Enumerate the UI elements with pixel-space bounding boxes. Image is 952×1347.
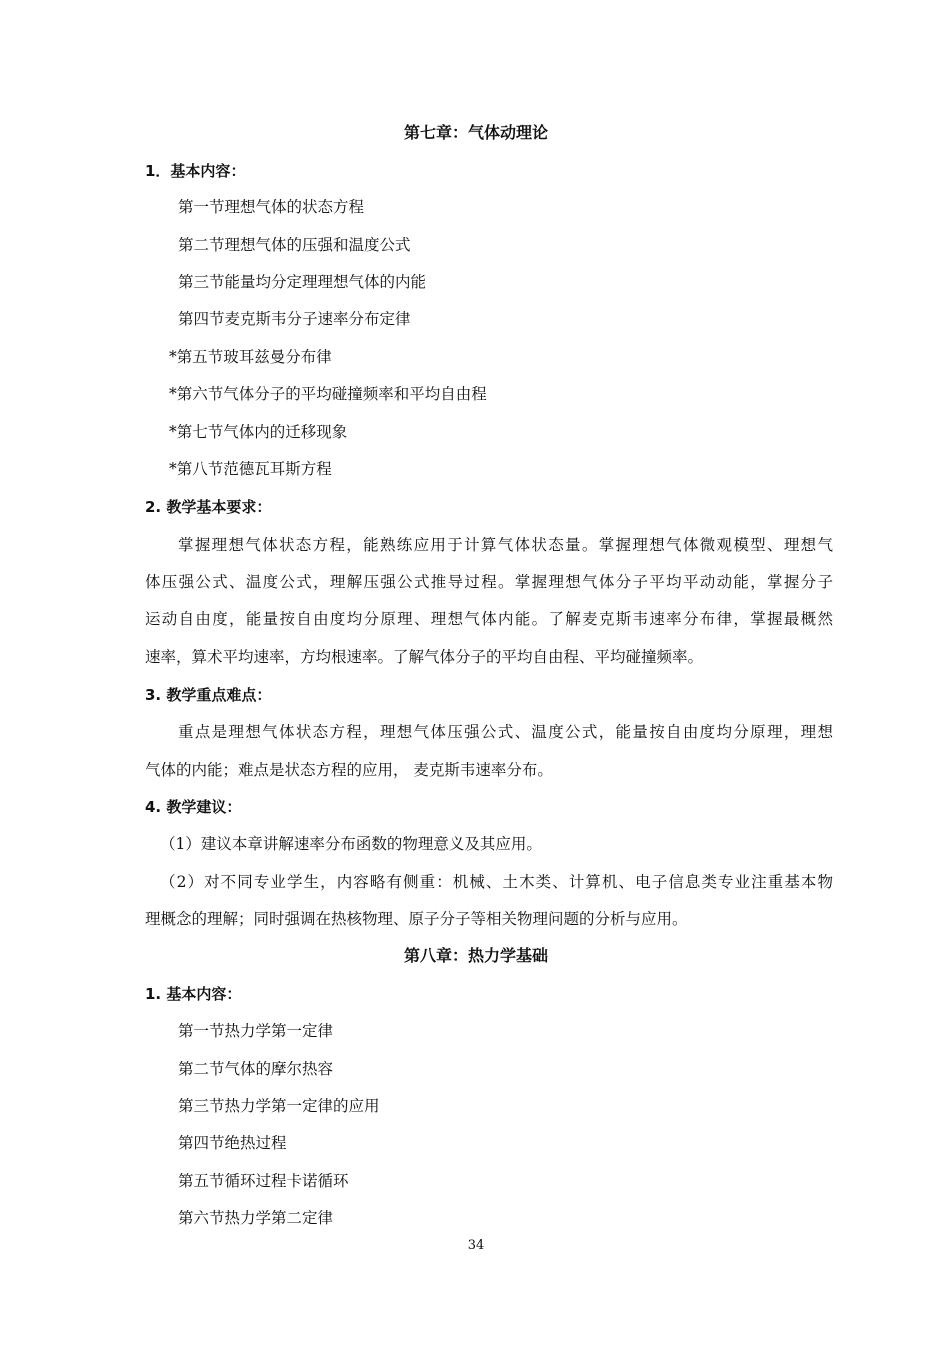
suggestion-item: 理概念的理解；同时强调在热核物理、原子分子等相关物理问题的分析与应用。: [145, 910, 688, 928]
chapter8-title: 第八章：热力学基础: [403, 946, 548, 965]
page-number: 34: [467, 1238, 485, 1253]
chapter7-section-item: *第六节气体分子的平均碰撞频率和平均自由程: [169, 385, 487, 403]
chapter7-section-item: 第一节理想气体的状态方程: [178, 198, 365, 216]
requirements-text-line: 速率，算术平均速率，方均根速率。了解气体分子的平均自由程、平均碰撞频率。: [145, 648, 704, 666]
chapter7-basic-content-heading: 1．基本内容：: [145, 162, 246, 180]
suggestion-item: （1）建议本章讲解速率分布函数的物理意义及其应用。: [160, 835, 542, 853]
chapter8-section-item: 第六节热力学第二定律: [178, 1209, 334, 1227]
requirements-text-line: 体压强公式、温度公式，理解压强公式推导过程。掌握理想气体分子平均平动动能，掌握分子: [145, 573, 833, 591]
chapter8-section-item: 第四节绝热过程: [178, 1134, 287, 1152]
chapter8-section-item: 第一节热力学第一定律: [178, 1022, 334, 1040]
chapter7-section-item: *第七节气体内的迁移现象: [169, 423, 348, 441]
suggestion-item: （2）对不同专业学生，内容略有侧重：机械、土木类、计算机、电子信息类专业注重基本物: [160, 873, 833, 891]
chapter8-section-item: 第三节热力学第一定律的应用: [178, 1097, 380, 1115]
chapter7-title: 第七章：气体动理论: [403, 123, 548, 142]
requirements-text-line: 运动自由度，能量按自由度均分原理、理想气体内能。了解麦克斯韦速率分布律，掌握最概然: [145, 610, 833, 628]
chapter8-section-item: 第五节循环过程卡诺循环: [178, 1172, 349, 1190]
key-points-text-line: 重点是理想气体状态方程，理想气体压强公式、温度公式，能量按自由度均分原理，理想: [178, 723, 833, 741]
chapter7-section-item: *第五节玻耳兹曼分布律: [169, 348, 332, 366]
chapter8-basic-content-heading: 1. 基本内容：: [145, 985, 242, 1003]
chapter7-suggestions-heading: 4. 教学建议：: [145, 798, 242, 816]
chapter7-section-item: 第二节理想气体的压强和温度公式: [178, 236, 411, 254]
chapter8-section-item: 第二节气体的摩尔热容: [178, 1060, 334, 1078]
chapter7-key-points-heading: 3. 教学重点难点：: [145, 686, 272, 704]
chapter7-section-item: *第八节范德瓦耳斯方程: [169, 460, 332, 478]
chapter7-section-item: 第三节能量均分定理理想气体的内能: [178, 273, 427, 291]
key-points-text-line: 气体的内能；难点是状态方程的应用， 麦克斯韦速率分布。: [145, 761, 553, 779]
chapter7-section-item: 第四节麦克斯韦分子速率分布定律: [178, 310, 411, 328]
chapter7-requirements-heading: 2. 教学基本要求：: [145, 498, 272, 516]
requirements-text-line: 掌握理想气体状态方程，能熟练应用于计算气体状态量。掌握理想气体微观模型、理想气: [178, 536, 833, 554]
